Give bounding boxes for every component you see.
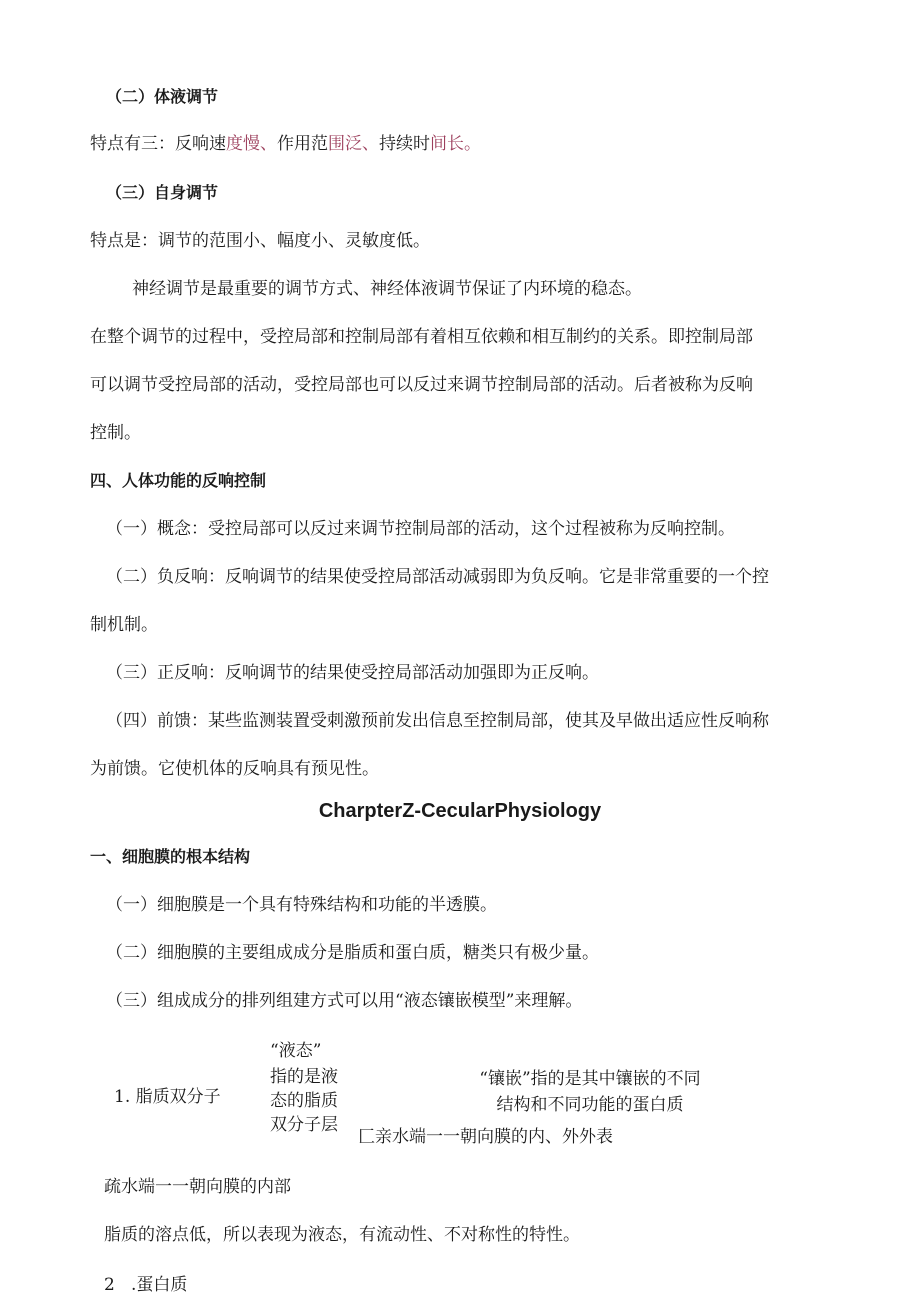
humoral-features-prefix: 特点有三：反响速 xyxy=(90,134,226,154)
membrane-point-3: （三）组成成分的排列组建方式可以用“液态镶嵌模型”来理解。 xyxy=(106,991,583,1011)
chapter-title: CharpterZ-CecularPhysiology xyxy=(318,800,602,822)
feedback-concept: （一）概念：受控局部可以反过来调节控制局部的活动，这个过程被称为反响控制。 xyxy=(106,519,735,539)
heading-humoral-regulation: （二）体液调节 xyxy=(106,87,219,106)
heading-membrane-structure: 一、细胞膜的根本结构 xyxy=(90,847,251,866)
membrane-point-2: （二）细胞膜的主要组成成分是脂质和蛋白质，糖类只有极少量。 xyxy=(106,943,599,963)
mosaic-note-line-2: 结构和不同功能的蛋白质 xyxy=(496,1095,684,1115)
hydrophilic-end: 匚亲水端一一朝向膜的内、外外表 xyxy=(358,1127,613,1147)
feedforward-line-1: （四）前馈：某些监测装置受刺激预前发出信息至控制局部，使其及早做出适应性反响称 xyxy=(106,711,769,731)
hydrophobic-end: 疏水端一一朝向膜的内部 xyxy=(104,1177,291,1197)
para-neural-regulation: 神经调节是最重要的调节方式、神经体液调节保证了内环境的稳态。 xyxy=(132,279,642,299)
feature-long: 间长。 xyxy=(430,134,481,154)
lipid-bilayer-label: 1. 脂质双分子 xyxy=(114,1087,221,1107)
heading-self-regulation: （三）自身调节 xyxy=(106,183,219,202)
liquid-note-line-4: 双分子层 xyxy=(270,1115,338,1135)
negative-feedback-line-2: 制机制。 xyxy=(90,615,158,635)
para-process-line-3: 控制。 xyxy=(90,423,141,443)
feature-wide: 围泛、 xyxy=(328,134,379,154)
feedforward-line-2: 为前馈。它使机体的反响具有预见性。 xyxy=(90,759,379,779)
heading-feedback-control: 四、人体功能的反响控制 xyxy=(90,471,267,490)
para-process-line-1: 在整个调节的过程中，受控局部和控制局部有着相互依赖和相互制约的关系。即控制局部 xyxy=(90,327,753,347)
liquid-note-line-1: “液态” xyxy=(270,1041,322,1061)
liquid-note-line-2: 指的是液 xyxy=(270,1067,338,1087)
membrane-point-1: （一）细胞膜是一个具有特殊结构和功能的半透膜。 xyxy=(106,895,497,915)
humoral-features-mid2: 持续时 xyxy=(379,134,430,154)
feature-slow: 度慢、 xyxy=(226,134,277,154)
humoral-features-mid1: 作用范 xyxy=(277,134,328,154)
para-process-line-2: 可以调节受控局部的活动，受控局部也可以反过来调节控制局部的活动。后者被称为反响 xyxy=(90,375,753,395)
positive-feedback: （三）正反响：反响调节的结果使受控局部活动加强即为正反响。 xyxy=(106,663,599,683)
protein-label: 2 .蛋白质 xyxy=(104,1275,188,1295)
liquid-note-line-3: 态的脂质 xyxy=(270,1091,338,1111)
self-regulation-features: 特点是：调节的范围小、幅度小、灵敏度低。 xyxy=(90,231,430,251)
lipid-melting-point: 脂质的溶点低，所以表现为液态，有流动性、不对称性的特性。 xyxy=(104,1225,580,1245)
humoral-features xyxy=(90,133,481,155)
negative-feedback-line-1: （二）负反响：反响调节的结果使受控局部活动减弱即为负反响。它是非常重要的一个控 xyxy=(106,567,769,587)
mosaic-note-line-1: “镶嵌”指的是其中镶嵌的不同 xyxy=(479,1069,701,1089)
